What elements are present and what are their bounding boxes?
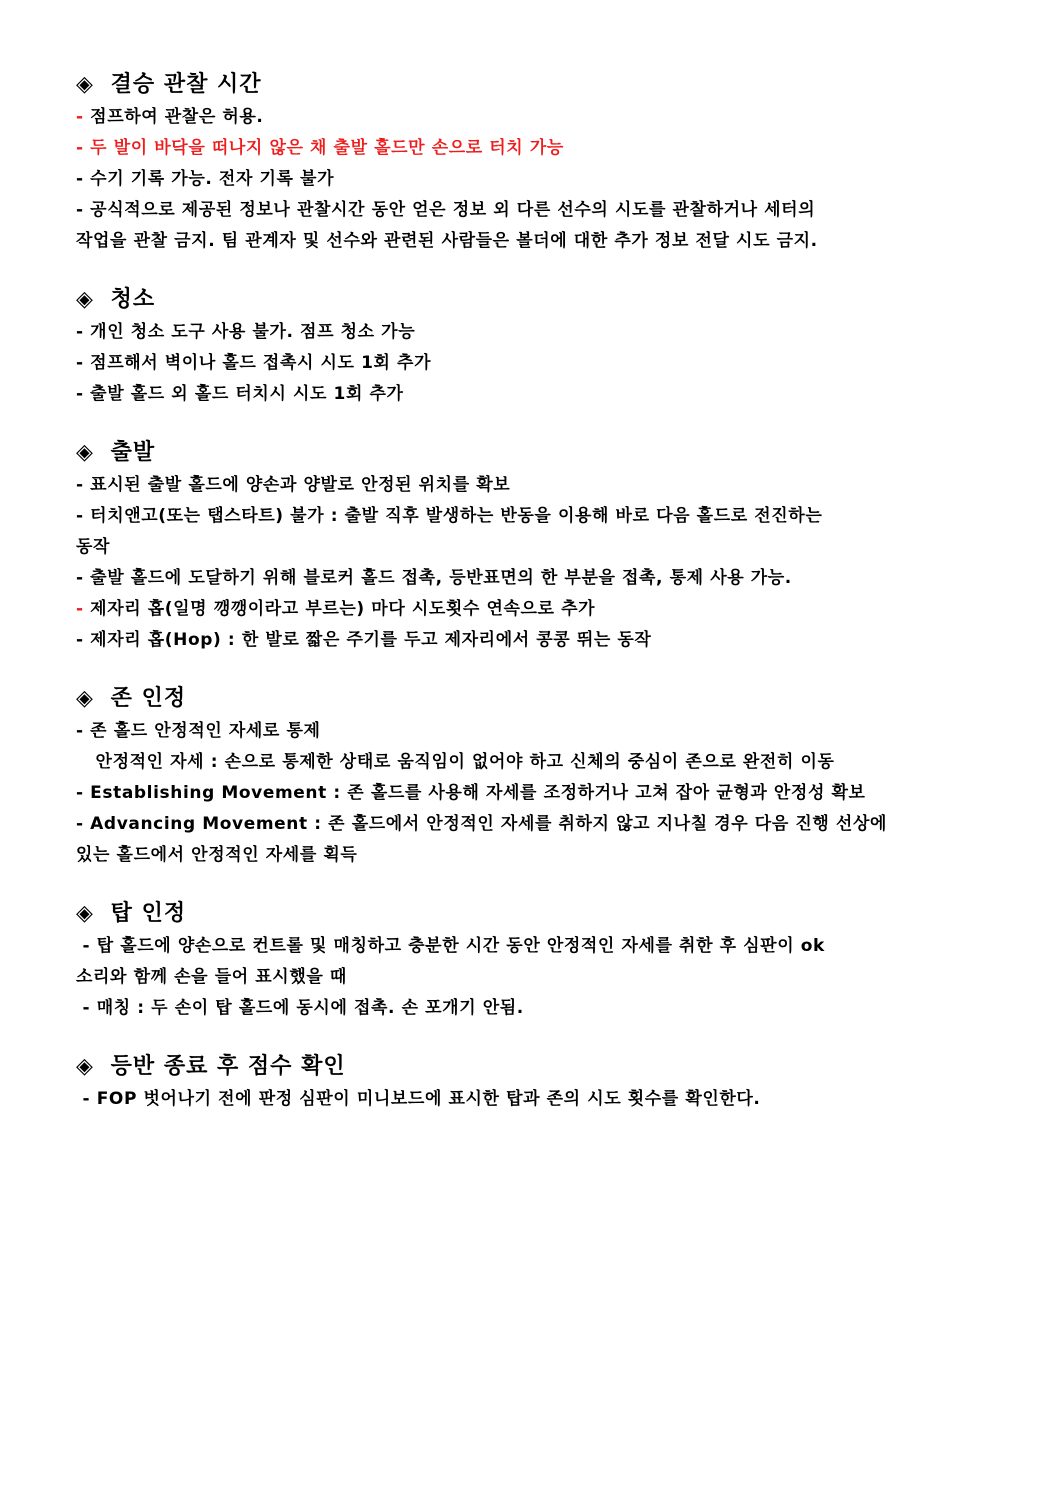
list-item: - 매칭 : 두 손이 탑 홀드에 동시에 접촉. 손 포개기 안됨. (76, 998, 524, 1018)
document-page (76, 68, 976, 1115)
list-item-continuation: 있는 홀드에서 안정적인 자세를 획득 (76, 845, 358, 865)
list-item: - 출발 홀드 외 홀드 터치시 시도 1회 추가 (76, 384, 404, 404)
dash-marker: - (76, 721, 84, 741)
section-final-observation (76, 68, 976, 257)
diamond-bullet-icon: ◈ (76, 1054, 94, 1079)
dash-marker: - (76, 568, 84, 588)
section-title: 등반 종료 후 점수 확인 (110, 1054, 346, 1079)
dash-marker: - (76, 814, 84, 834)
diamond-bullet-icon: ◈ (76, 901, 94, 926)
dash-marker: - (76, 322, 84, 342)
section-title: 결승 관찰 시간 (110, 72, 262, 97)
section-score-check (76, 1050, 976, 1115)
list-item: - 존 홀드 안정적인 자세로 통제 (76, 721, 321, 741)
section-heading (76, 436, 976, 470)
section-title: 청소 (110, 287, 156, 312)
list-item-indented: 안정적인 자세 : 손으로 통제한 상태로 움직임이 없어야 하고 신체의 중심이 존으로 완전히 이동 (76, 752, 835, 772)
list-item: - 탑 홀드에 양손으로 컨트롤 및 매칭하고 충분한 시간 동안 안정적인 자세를 취한 후 심판이 ok (76, 936, 825, 956)
section-title: 탑 인정 (110, 901, 187, 926)
dash-marker: - (76, 475, 84, 495)
list-item: - 점프해서 벽이나 홀드 접촉시 시도 1회 추가 (76, 353, 432, 373)
list-item: - FOP 벗어나기 전에 판정 심판이 미니보드에 표시한 탑과 존의 시도 횟수를 확인한다. (76, 1089, 761, 1109)
dash-marker: - (76, 107, 84, 127)
list-item: - 수기 기록 가능. 전자 기록 불가 (76, 169, 335, 189)
list-item: - 공식적으로 제공된 정보나 관찰시간 동안 얻은 정보 외 다른 선수의 시도를 관찰하거나 세터의 (76, 200, 816, 220)
dash-marker: - (76, 169, 84, 189)
list-item: - 출발 홀드에 도달하기 위해 블로커 홀드 접촉, 등반표면의 한 부분을 접촉, 통제 사용 가능. (76, 568, 792, 588)
section-cleaning (76, 283, 976, 410)
dash-marker: - (76, 506, 84, 526)
section-top-recognition (76, 897, 976, 1024)
list-item: - 개인 청소 도구 사용 불가. 점프 청소 가능 (76, 322, 416, 342)
dash-marker: - (76, 783, 84, 803)
dash-marker: - (76, 599, 84, 619)
dash-marker: - (76, 200, 84, 220)
section-zone-recognition (76, 682, 976, 871)
list-item: - Establishing Movement : 존 홀드를 사용해 자세를 조정하거나 고쳐 잡아 균형과 안정성 확보 (76, 783, 866, 803)
list-item: - 제자리 홉(일명 깽깽이라고 부르는) 마다 시도횟수 연속으로 추가 (76, 599, 596, 619)
section-heading (76, 68, 976, 102)
dash-marker: - (76, 384, 84, 404)
diamond-bullet-icon: ◈ (76, 287, 94, 312)
list-item: - 터치앤고(또는 탭스타트) 불가 : 출발 직후 발생하는 반동을 이용해 바로 다음 홀드로 전진하는 (76, 506, 823, 526)
section-heading (76, 283, 976, 317)
section-start (76, 436, 976, 656)
section-heading (76, 897, 976, 931)
list-item: - 제자리 홉(Hop) : 한 발로 짧은 주기를 두고 제자리에서 콩콩 뛰는 동작 (76, 630, 652, 650)
section-title: 존 인정 (110, 686, 187, 711)
section-heading (76, 682, 976, 716)
list-item: - 점프하여 관찰은 허용. (76, 107, 264, 127)
list-item-highlight: - 두 발이 바닥을 떠나지 않은 채 출발 홀드만 손으로 터치 가능 (76, 138, 564, 158)
dash-marker: - (76, 353, 84, 373)
list-item: - 표시된 출발 홀드에 양손과 양발로 안정된 위치를 확보 (76, 475, 511, 495)
dash-marker: - (76, 630, 84, 650)
list-item-continuation: 동작 (76, 537, 111, 557)
diamond-bullet-icon: ◈ (76, 440, 94, 465)
dash-marker: - (76, 138, 84, 158)
list-item-continuation: 작업을 관찰 금지. 팀 관계자 및 선수와 관련된 사람들은 볼더에 대한 추가 정보 전달 시도 금지. (76, 231, 818, 251)
list-item-continuation: 소리와 함께 손을 들어 표시했을 때 (76, 967, 347, 987)
diamond-bullet-icon: ◈ (76, 72, 94, 97)
list-item: - Advancing Movement : 존 홀드에서 안정적인 자세를 취하지 않고 지나칠 경우 다음 진행 선상에 (76, 814, 887, 834)
diamond-bullet-icon: ◈ (76, 686, 94, 711)
section-heading (76, 1050, 976, 1084)
section-title: 출발 (110, 440, 156, 465)
